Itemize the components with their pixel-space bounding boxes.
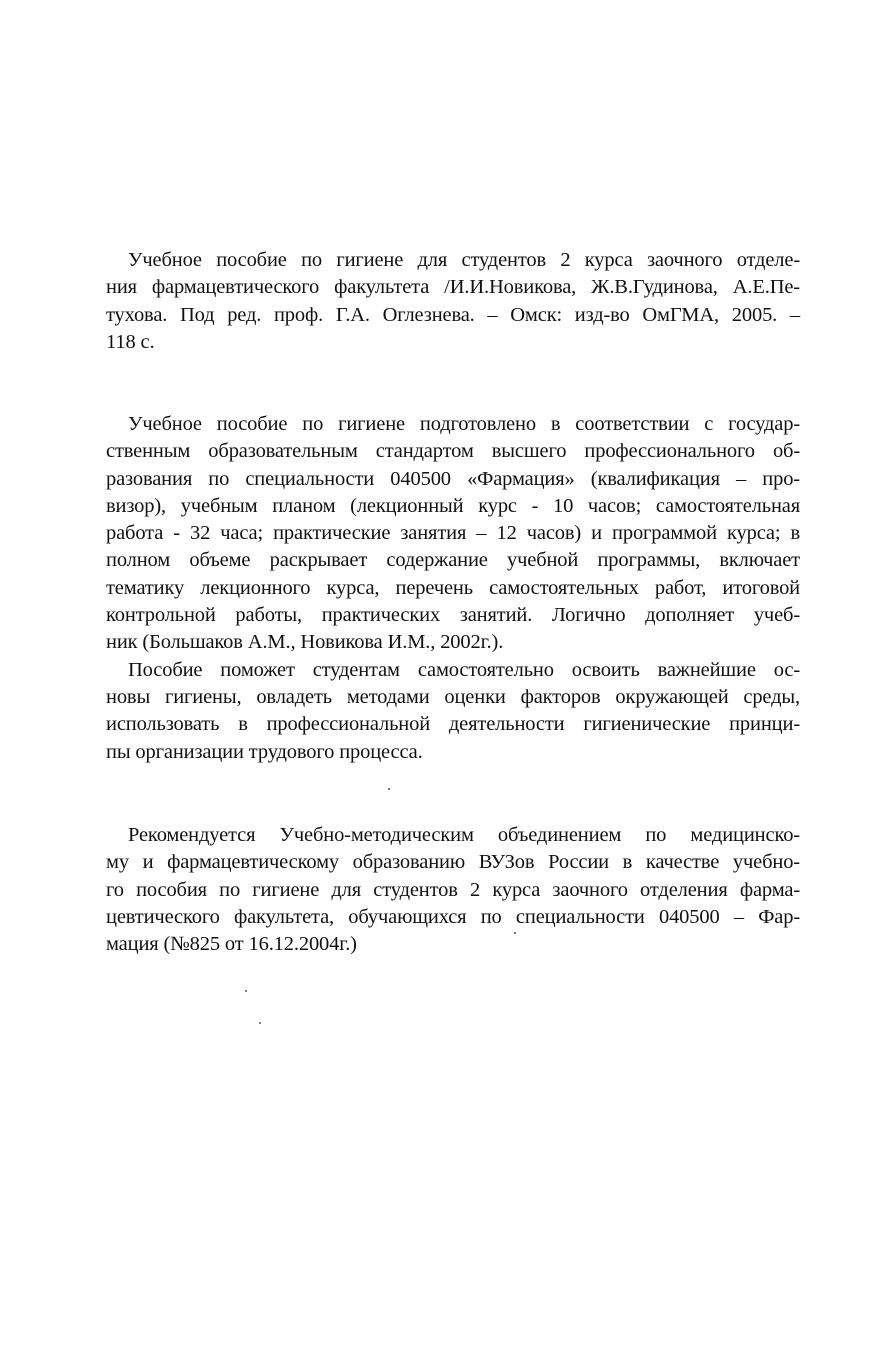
annotation-line: контрольной работы, практических занятий. Логично дополняет учеб-: [106, 604, 800, 627]
citation-line: 118 с.: [106, 330, 155, 353]
recommendation-line: цевтического факультета, обучающихся по специальности 040500 – Фар-: [106, 905, 800, 928]
annotation-line: новы гигиены, овладеть методами оценки факторов окружающей среды,: [106, 685, 800, 708]
recommendation-line: го пособия по гигиене для студентов 2 курса заочного отделения фарма-: [106, 878, 800, 901]
annotation-line: полном объеме раскрывает содержание учебной программы, включает: [106, 549, 800, 572]
citation-line: ния фармацевтического факультета /И.И.Новикова, Ж.В.Гудинова, А.Е.Пе-: [106, 276, 800, 299]
scan-speck: [388, 788, 390, 790]
citation-line: тухова. Под ред. проф. Г.А. Оглезнева. – Омск: изд-во ОмГМА, 2005. –: [106, 303, 800, 326]
annotation-line: тематику лекционного курса, перечень самостоятельных работ, итоговой: [106, 576, 800, 599]
annotation-line: пы организации трудового процесса.: [106, 740, 423, 763]
annotation-line: Пособие поможет студентам самостоятельно освоить важнейшие ос-: [128, 658, 800, 681]
annotation-paragraph-2: [106, 657, 800, 766]
annotation-line: Учебное пособие по гигиене подготовлено в соответствии с государ-: [128, 413, 800, 435]
annotation-line: визор), учебным планом (лекционный курс - 10 часов; самостоятельная: [106, 494, 800, 517]
scan-speck: [259, 1022, 261, 1024]
scan-speck: [245, 990, 247, 992]
recommendation-line: мация (№825 от 16.12.2004г.): [106, 933, 357, 956]
annotation-line: ственным образовательным стандартом высшего профессионального об-: [106, 440, 800, 463]
annotation-line: работа - 32 часа; практические занятия – 12 часов) и программой курса; в: [106, 522, 800, 545]
recommendation-note: [106, 822, 800, 958]
annotation-line: ник (Большаков А.М., Новикова И.М., 2002г.).: [106, 631, 504, 654]
scan-speck: [514, 932, 516, 934]
citation-line: Учебное пособие по гигиене для студентов 2 курса заочного отделе-: [128, 249, 800, 271]
annotation: [106, 411, 800, 766]
recommendation-line: му и фармацевтическому образованию ВУЗов России в качестве учебно-: [106, 851, 800, 874]
annotation-paragraph-1: [106, 411, 800, 657]
bibliographic-citation: [106, 247, 800, 356]
recommendation-line: Рекомендуется Учебно-методическим объединением по медицинско-: [128, 824, 800, 846]
annotation-line: использовать в профессиональной деятельности гигиенические принци-: [106, 713, 800, 736]
annotation-line: разования по специальности 040500 «Фармация» (квалификация – про-: [106, 467, 800, 490]
